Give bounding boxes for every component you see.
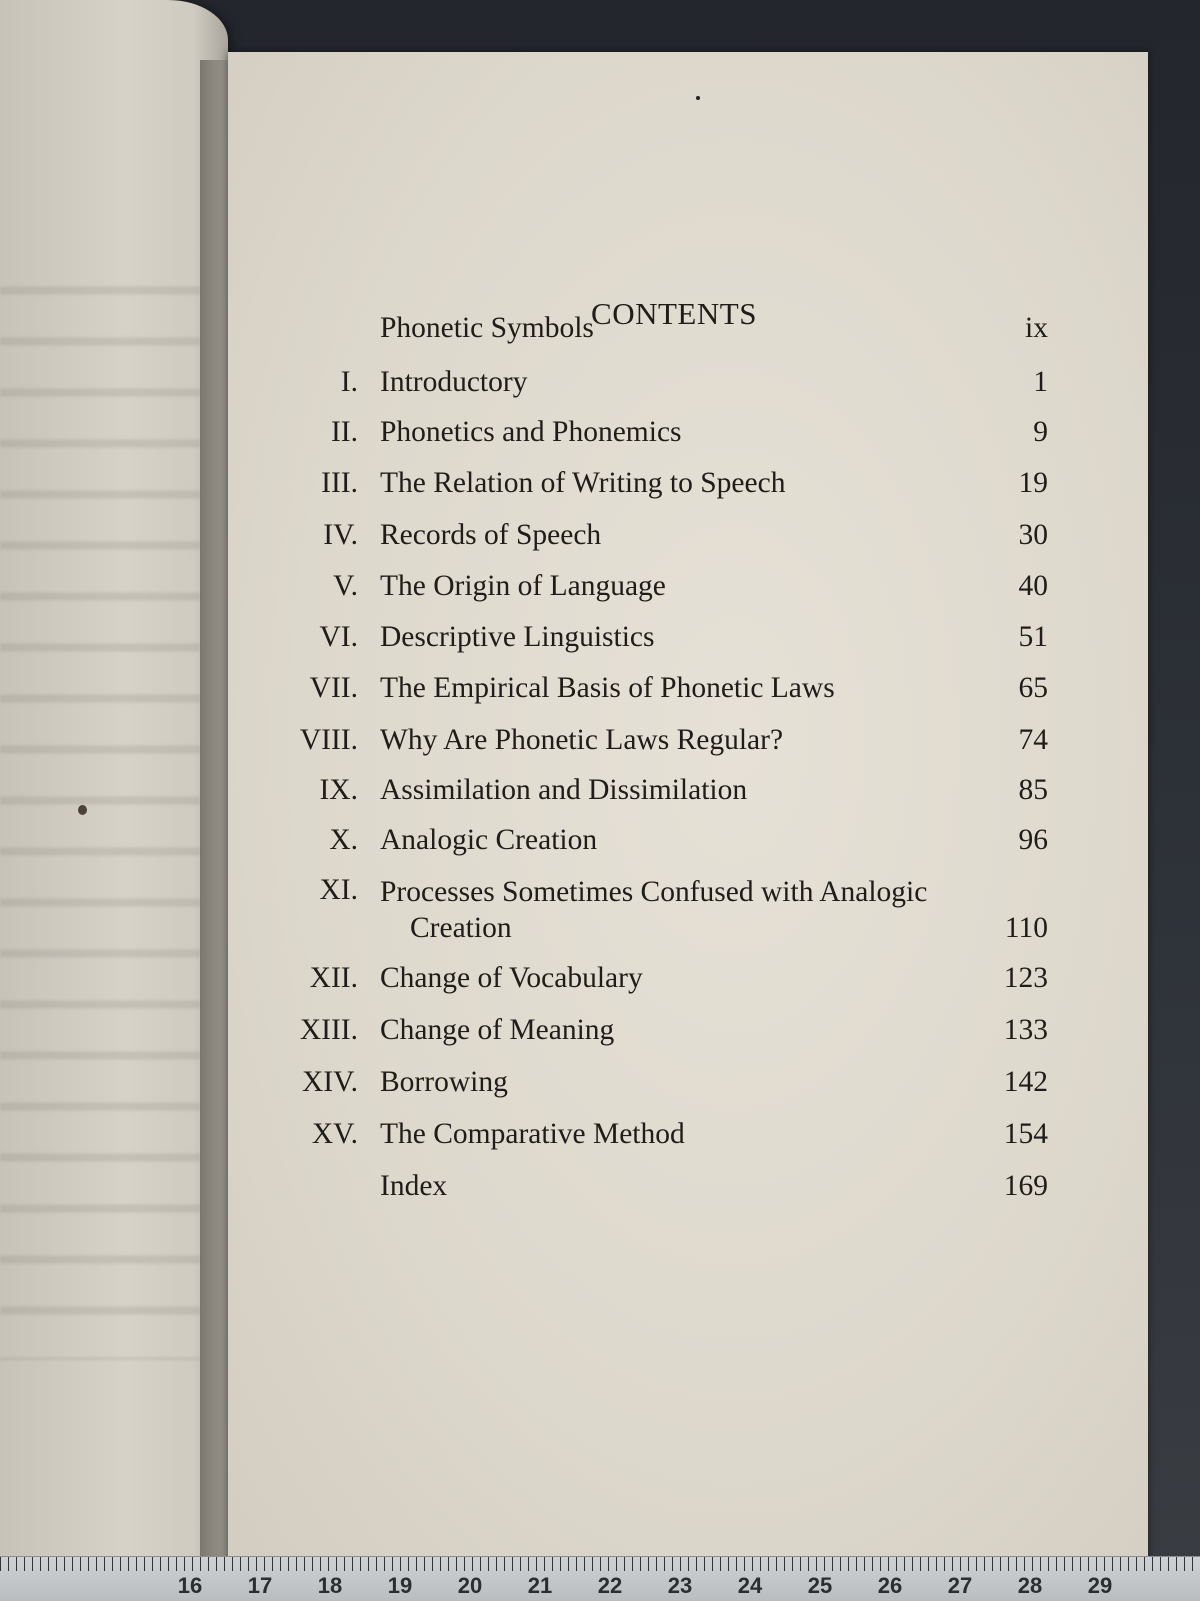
toc-entry	[228, 416, 1148, 456]
chapter-number: II.	[330, 416, 358, 448]
chapter-title-line-1: Processes Sometimes Confused with Analogic	[380, 876, 928, 908]
page-number: 169	[1003, 1170, 1048, 1202]
page-number: ix	[1025, 312, 1048, 344]
chapter-title: The Relation of Writing to Speech	[380, 467, 786, 499]
chapter-title: Analogic Creation	[380, 824, 598, 856]
page-number: 154	[1003, 1118, 1048, 1150]
ink-dot	[696, 96, 700, 100]
ruler-number: 29	[1087, 1573, 1113, 1598]
toc-entry	[228, 366, 1148, 406]
left-facing-page	[0, 0, 228, 1600]
toc-entry	[228, 1118, 1148, 1158]
page-number: 110	[1004, 912, 1048, 944]
ruler-number: 24	[737, 1573, 763, 1598]
chapter-number: I.	[340, 366, 358, 398]
chapter-title: Borrowing	[380, 1066, 508, 1098]
ruler-number: 25	[807, 1573, 833, 1598]
chapter-title: Phonetic Symbols	[380, 312, 594, 344]
page-number: 96	[1018, 824, 1048, 856]
toc-entry	[228, 774, 1148, 814]
page-title: CONTENTS	[591, 296, 757, 331]
chapter-number: III.	[321, 467, 358, 499]
chapter-title: Change of Vocabulary	[380, 962, 643, 994]
chapter-title: Change of Meaning	[380, 1014, 615, 1046]
ruler-number: 28	[1017, 1573, 1043, 1598]
measuring-ruler	[0, 1556, 1200, 1601]
ruler-number: 23	[667, 1573, 693, 1598]
chapter-number: XI.	[319, 874, 358, 906]
chapter-number: V.	[333, 570, 358, 602]
chapter-number: XV.	[311, 1118, 358, 1150]
toc-entry	[228, 874, 1148, 954]
toc-entry	[228, 724, 1148, 764]
chapter-number: VI.	[319, 621, 358, 653]
contents-page	[228, 52, 1148, 1580]
chapter-title: Assimilation and Dissimilation	[380, 774, 748, 806]
ruler-number: 21	[527, 1573, 553, 1598]
chapter-number: VIII.	[299, 724, 358, 756]
chapter-number: X.	[329, 824, 358, 856]
chapter-title: Descriptive Linguistics	[380, 621, 655, 653]
toc-entry	[228, 824, 1148, 864]
toc-entry	[228, 1170, 1148, 1210]
chapter-number: XII.	[309, 962, 358, 994]
toc-entry	[228, 672, 1148, 712]
chapter-title: The Origin of Language	[380, 570, 666, 602]
chapter-title	[380, 874, 985, 946]
ruler-ticks	[0, 1557, 1200, 1571]
page-number: 65	[1018, 672, 1048, 704]
chapter-title: The Empirical Basis of Phonetic Laws	[380, 672, 835, 704]
toc-entry	[228, 519, 1148, 559]
page-number: 74	[1018, 724, 1048, 756]
chapter-title: Index	[380, 1170, 448, 1202]
chapter-number: XIV.	[301, 1066, 358, 1098]
page-number: 123	[1003, 962, 1048, 994]
toc-entry	[228, 467, 1148, 507]
toc-entry	[228, 1066, 1148, 1106]
page-number: 40	[1018, 570, 1048, 602]
toc-entry	[228, 962, 1148, 1002]
chapter-title: Introductory	[380, 366, 528, 398]
ruler-number: 20	[457, 1573, 483, 1598]
ruler-number: 17	[247, 1573, 273, 1598]
page-number: 85	[1018, 774, 1048, 806]
page-number: 9	[1033, 416, 1048, 448]
ruler-number: 27	[947, 1573, 973, 1598]
chapter-number: VII.	[309, 672, 358, 704]
ruler-number: 18	[317, 1573, 343, 1598]
chapter-number: XIII.	[299, 1014, 358, 1046]
page-number: 1	[1033, 366, 1048, 398]
page-number: 133	[1003, 1014, 1048, 1046]
chapter-number: IX.	[319, 774, 358, 806]
ruler-number: 26	[877, 1573, 903, 1598]
page-number: 19	[1018, 467, 1048, 499]
chapter-title: Records of Speech	[380, 519, 602, 551]
bleed-through-text	[0, 260, 200, 1360]
page-number: 51	[1018, 621, 1048, 653]
chapter-title: Phonetics and Phonemics	[380, 416, 682, 448]
toc-entry	[228, 312, 1148, 352]
toc-entry	[228, 570, 1148, 610]
page-number: 30	[1018, 519, 1048, 551]
toc-entry	[228, 621, 1148, 661]
chapter-title: Why Are Phonetic Laws Regular?	[380, 724, 784, 756]
ruler-number: 22	[597, 1573, 623, 1598]
paper-speck	[78, 805, 87, 815]
chapter-title-line-2: Creation	[410, 912, 512, 944]
toc-entry	[228, 1014, 1148, 1054]
ruler-number: 19	[387, 1573, 413, 1598]
page-number: 142	[1003, 1066, 1048, 1098]
chapter-number: IV.	[323, 519, 358, 551]
ruler-number: 16	[177, 1573, 203, 1598]
chapter-title: The Comparative Method	[380, 1118, 685, 1150]
